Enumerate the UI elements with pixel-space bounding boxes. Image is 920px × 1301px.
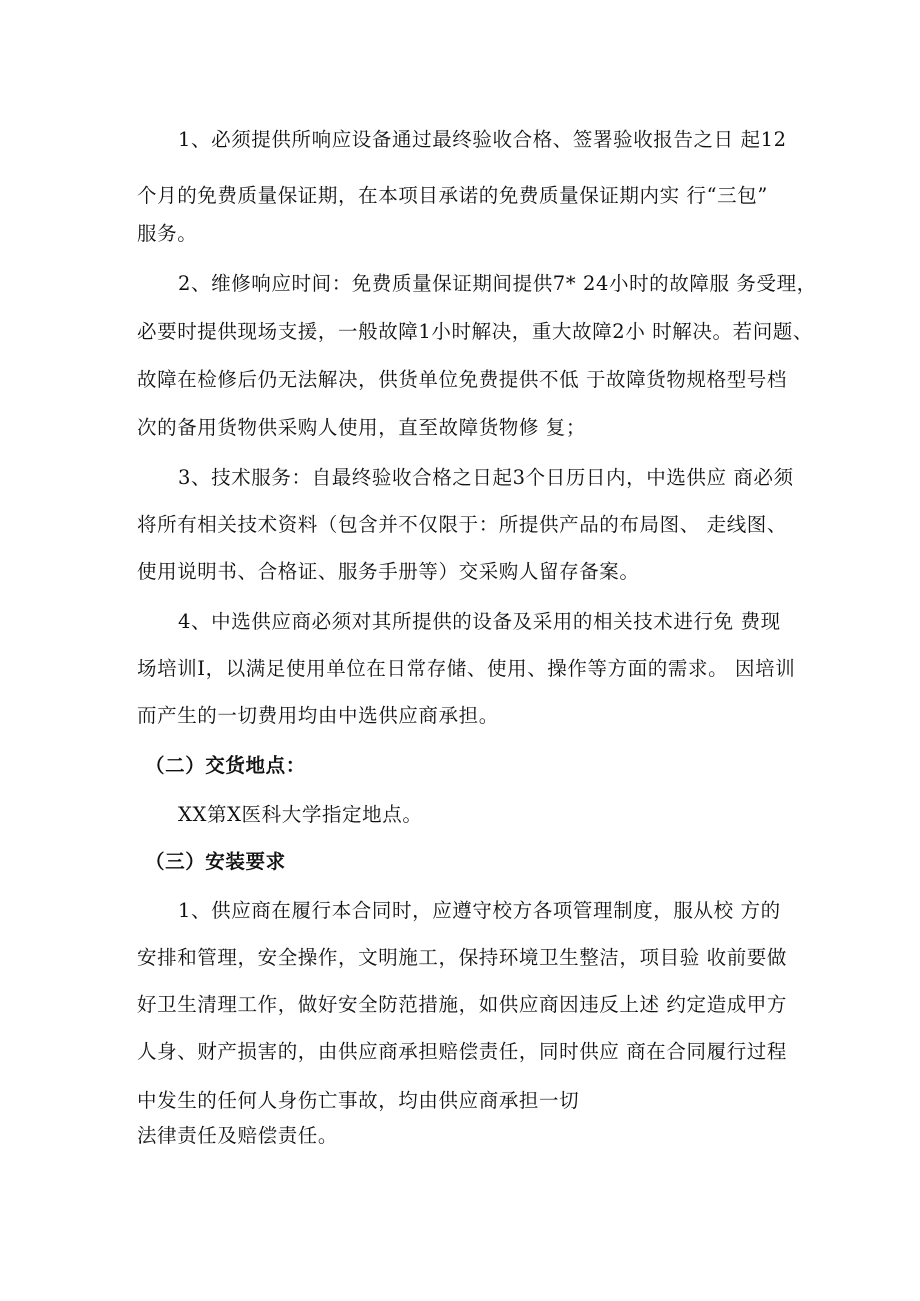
paragraph-5-line-6: 法律责任及赔偿责任。 [137,1124,339,1147]
paragraph-4-line-3: 而产生的一切费用均由中选供应商承担。 [137,704,499,727]
paragraph-2-line-4: 次的备用货物供采购人使用，直至故障货物修 复； [137,416,586,439]
paragraph-5-line-4: 人身、财产损害的，由供应商承担赔偿责任，同时供应 商在合同履行过程 [137,1040,787,1063]
paragraph-1-line-1: 1、必须提供所响应设备通过最终验收合格、签署验收报告之日 起12 [178,128,787,151]
paragraph-1-line-2: 个月的免费质量保证期，在本项目承诺的免费质量保证期内实 行“三包” [137,184,768,207]
paragraph-5-line-5: 中发生的任何人身伤亡事故，均由供应商承担一切 [137,1089,580,1112]
paragraph-3-line-3: 使用说明书、合格证、服务手册等）交采购人留存备案。 [137,560,640,583]
paragraph-5-line-3: 好卫生清理工作，做好安全防范措施，如供应商因违反上述 约定造成甲方 [137,993,787,1016]
paragraph-2-line-2: 必要时提供现场支援，一般故障1小时解决，重大故障2小 时解决。若问题、 [137,320,814,343]
paragraph-5-line-2: 安排和管理，安全操作，文明施工，保持环境卫生整洁，项目验 收前要做 [137,946,787,969]
paragraph-2-line-1: 2、维修响应时间：免费质量保证期间提供7* 24小时的故障服 务受理， [178,272,817,295]
section-heading-installation-requirements: （三）安装要求 [145,850,286,873]
paragraph-3-line-2: 将所有相关技术资料（包含并不仅限于：所提供产品的布局图、 走线图、 [137,513,787,536]
paragraph-1-line-3: 服务。 [137,222,198,245]
section-heading-delivery-location: （二）交货地点： [145,754,306,777]
paragraph-3-line-1: 3、技术服务：自最终验收合格之日起3个日历日内，中选供应 商必须 [178,466,794,489]
paragraph-4-line-1: 4、中选供应商必须对其所提供的设备及采用的相关技术进行免 费现 [178,610,781,633]
paragraph-2-line-3: 故障在检修后仍无法解决，供货单位免费提供不低 于故障货物规格型号档 [137,368,787,391]
paragraph-5-line-1: 1、供应商在履行本合同时，应遵守校方各项管理制度，服从校 方的 [178,899,781,922]
paragraph-4-line-2: 场培训I，以满足使用单位在日常存储、使用、操作等方面的需求。 因培训 [137,657,796,680]
delivery-location-text: XX第X医科大学指定地点。 [178,803,423,826]
